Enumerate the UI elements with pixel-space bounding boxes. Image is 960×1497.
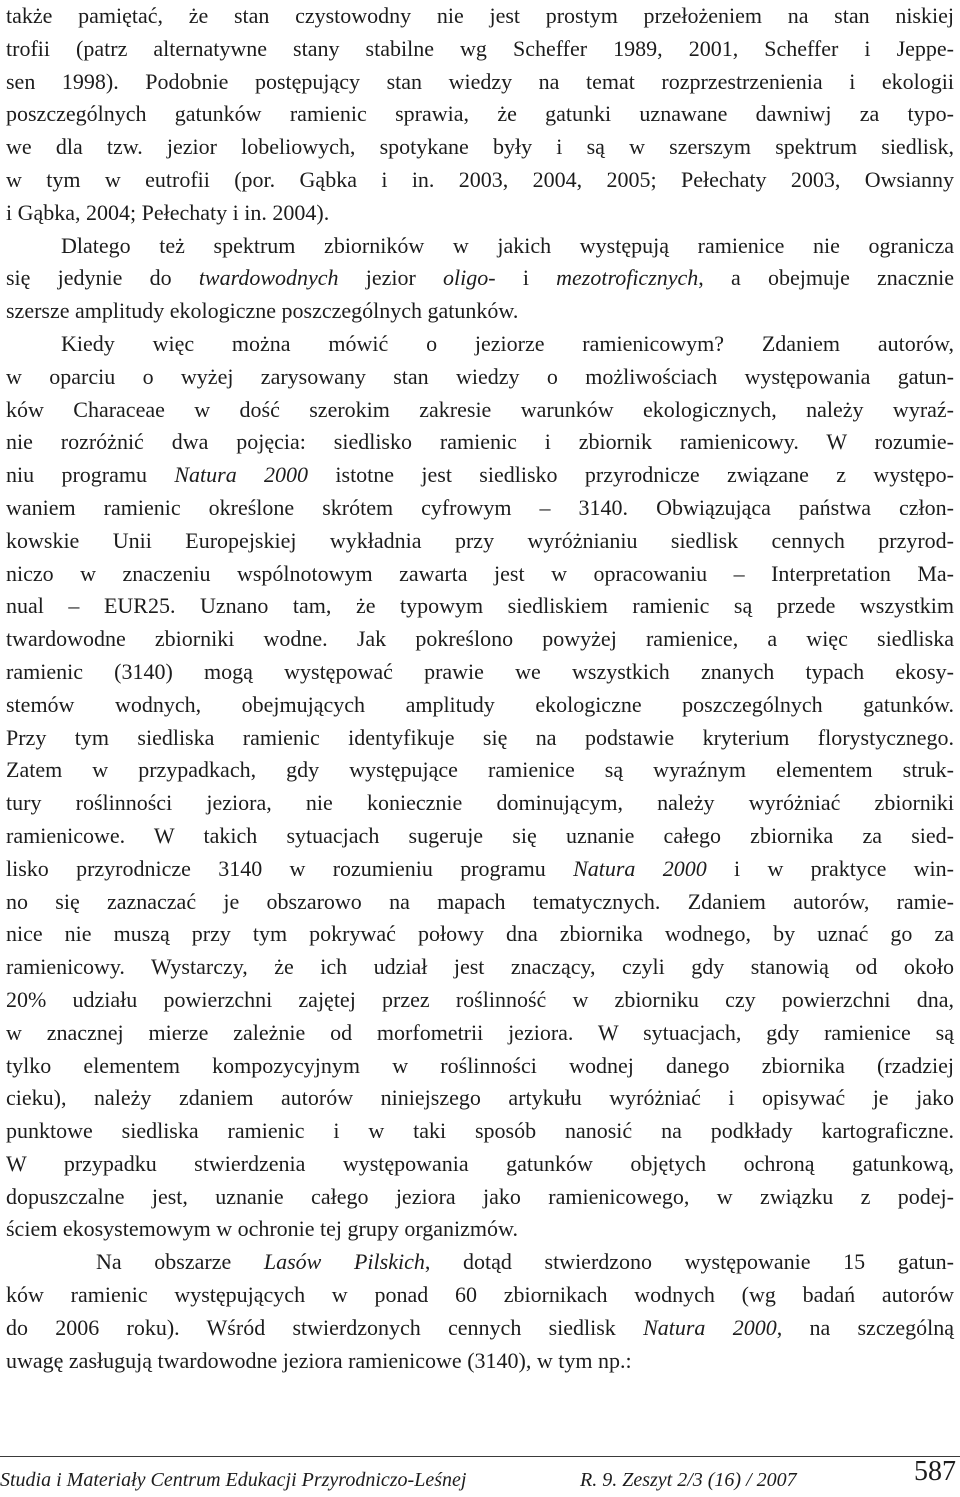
journal-title: Studia i Materiały Centrum Edukacji Przyrodniczo-Leśnej xyxy=(0,1469,467,1491)
text-run: , dotąd stwierdzono występowanie 15 gatun- xyxy=(424,1249,954,1275)
text-line xyxy=(6,1312,954,1345)
text-line: Przy tym siedliska ramienic identyfikuje się na podstawie kryterium florystycznego. xyxy=(6,724,954,750)
text-line: nie rozróżnić dwa pojęcia: siedlisko ramienic i zbiornik ramienicowy. W rozumie- xyxy=(6,429,954,455)
italic-term: Lasów Pilskich xyxy=(263,1249,425,1275)
text-line: kowskie Unii Europejskiej wykładnia przy wyróżnianiu siedlisk cennych przyrod- xyxy=(6,527,954,553)
text-line: Zatem w przypadkach, gdy występujące ramienice są wyraźnym elementem struk- xyxy=(6,757,954,783)
text-run: niu programu xyxy=(6,462,175,488)
text-line: 20% udziału powierzchni zajętej przez roślinność w zbiorniku czy powierzchni dna, xyxy=(6,986,954,1012)
italic-term: oligo- xyxy=(443,265,496,291)
text-line: w znacznej mierze zależnie od morfometrii jeziora. W sytuacjach, gdy ramienice są xyxy=(6,1019,954,1045)
text-line: dopuszczalne jest, uznanie całego jeziora jako ramienicowego, w związku z podej- xyxy=(6,1183,954,1209)
text-run: jezior xyxy=(338,265,444,291)
text-line: uwagę zasługują twardowodne jeziora ramienicowe (3140), w tym np.: xyxy=(6,1347,632,1373)
text-line: Dlatego też spektrum zbiorników w jakich występują ramienice nie ogranicza xyxy=(61,232,954,258)
text-line: szersze amplitudy ekologiczne poszczególnych gatunków. xyxy=(6,298,519,324)
text-line: nual – EUR25. Uznano tam, że typowym siedliskiem ramienic są przede wszystkim xyxy=(6,593,954,619)
text-line: punktowe siedliska ramienic i w taki sposób nanosić na podkłady kartograficzne. xyxy=(6,1118,954,1144)
text-line: ściem ekosystemowym w ochronie tej grupy organizmów. xyxy=(6,1216,519,1242)
text-line: także pamiętać, że stan czystowodny nie jest prostym przełożeniem na stan niskiej xyxy=(6,3,954,28)
text-line: Kiedy więc można mówić o jeziorze ramienicowym? Zdaniem autorów, xyxy=(61,330,954,356)
text-line: ramienicowy. Wystarczy, że ich udział jest znaczący, czyli gdy stanowią od około xyxy=(6,954,954,980)
footer-divider xyxy=(0,1456,960,1457)
italic-term: Natura 2000 xyxy=(573,855,707,881)
text-line: W przypadku stwierdzenia występowania gatunków objętych ochroną gatunkową, xyxy=(6,1150,954,1176)
text-line: we dla tzw. jezior lobeliowych, spotykane były i są w szerszym spektrum siedlisk, xyxy=(6,134,954,160)
text-line: twardowodne zbiorniki wodne. Jak pokreślono powyżej ramienice, a więc siedliska xyxy=(6,626,954,652)
italic-term: Natura 2000 xyxy=(174,462,309,488)
page-footer xyxy=(0,1456,960,1491)
text-run: do 2006 roku). Wśród stwierdzonych cennych siedlisk xyxy=(6,1314,644,1340)
text-line: niczo w znaczeniu wspólnotowym zawarta jest w opracowaniu – Interpretation Ma- xyxy=(6,560,954,586)
text-line: ków ramienic występujących w ponad 60 zbiornikach wodnych (wg badań autorów xyxy=(6,1282,954,1308)
text-line: cieku), należy zdaniem autorów niniejszego artykułu wyróżniać i opisywać je jako xyxy=(6,1085,954,1111)
text-line xyxy=(6,853,954,886)
text-line: ramienicowe. W takich sytuacjach sugeruje się uznanie całego zbiornika za sied- xyxy=(6,822,954,848)
text-run: , na szczególną xyxy=(776,1314,954,1340)
text-line xyxy=(6,262,954,295)
text-line: waniem ramienic określone skrótem cyfrowym – 3140. Obwiązująca państwa człon- xyxy=(6,494,954,520)
text-line: i Gąbka, 2004; Pełechaty i in. 2004). xyxy=(6,199,330,225)
text-line: tury roślinności jeziora, nie koniecznie dominującym, należy wyróżniać zbiorniki xyxy=(6,790,954,816)
text-line: trofii (patrz alternatywne stany stabilne wg Scheffer 1989, 2001, Scheffer i Jeppe- xyxy=(6,35,954,61)
text-run: i w praktyce win- xyxy=(706,855,954,881)
issue-info: R. 9. Zeszyt 2/3 (16) / 2007 xyxy=(580,1469,797,1491)
text-run: lisko przyrodnicze 3140 w rozumieniu programu xyxy=(6,855,574,881)
text-line xyxy=(6,459,954,492)
page-number: 587 xyxy=(914,1456,956,1487)
text-line: ków Characeae w dość szerokim zakresie warunków ekologicznych, należy wyraź- xyxy=(6,396,954,422)
italic-term: twardowodnych xyxy=(198,265,339,291)
italic-term: mezotroficznych xyxy=(556,265,699,291)
text-line: no się zaznaczać je obszarowo na mapach tematycznych. Zdaniem autorów, ramie- xyxy=(6,888,954,914)
text-line: ramienic (3140) mogą występować prawie we wszystkich znanych typach ekosy- xyxy=(6,658,954,684)
text-line: w oparciu o wyżej zarysowany stan wiedzy o możliwościach występowania gatun- xyxy=(6,363,954,389)
text-run: się jedynie do xyxy=(6,265,199,291)
text-run: i xyxy=(495,265,557,291)
text-line xyxy=(6,1246,954,1279)
text-line: nice nie muszą przy tym pokrywać połowy dna zbiornika wodnego, by uznać go za xyxy=(6,921,954,947)
text-line: tylko elementem kompozycyjnym w roślinności wodnej danego zbiornika (rzadziej xyxy=(6,1052,954,1078)
text-line: stemów wodnych, obejmujących amplitudy ekologiczne poszczególnych gatunków. xyxy=(6,691,954,717)
text-line: sen 1998). Podobnie postępujący stan wiedzy na temat rozprzestrzenienia i ekologii xyxy=(6,68,954,94)
text-run: , a obejmuje znacznie xyxy=(698,265,954,291)
body-text xyxy=(6,0,954,1377)
text-line: poszczególnych gatunków ramienic sprawia, że gatunki uznawane dawniwj za typo- xyxy=(6,101,954,127)
italic-term: Natura 2000 xyxy=(643,1314,777,1340)
text-line: w tym w eutrofii (por. Gąbka i in. 2003, 2004, 2005; Pełechaty 2003, Owsianny xyxy=(6,166,954,192)
text-run: istotne jest siedlisko przyrodnicze związane z występo- xyxy=(308,462,954,488)
text-run: Na obszarze xyxy=(96,1249,264,1275)
